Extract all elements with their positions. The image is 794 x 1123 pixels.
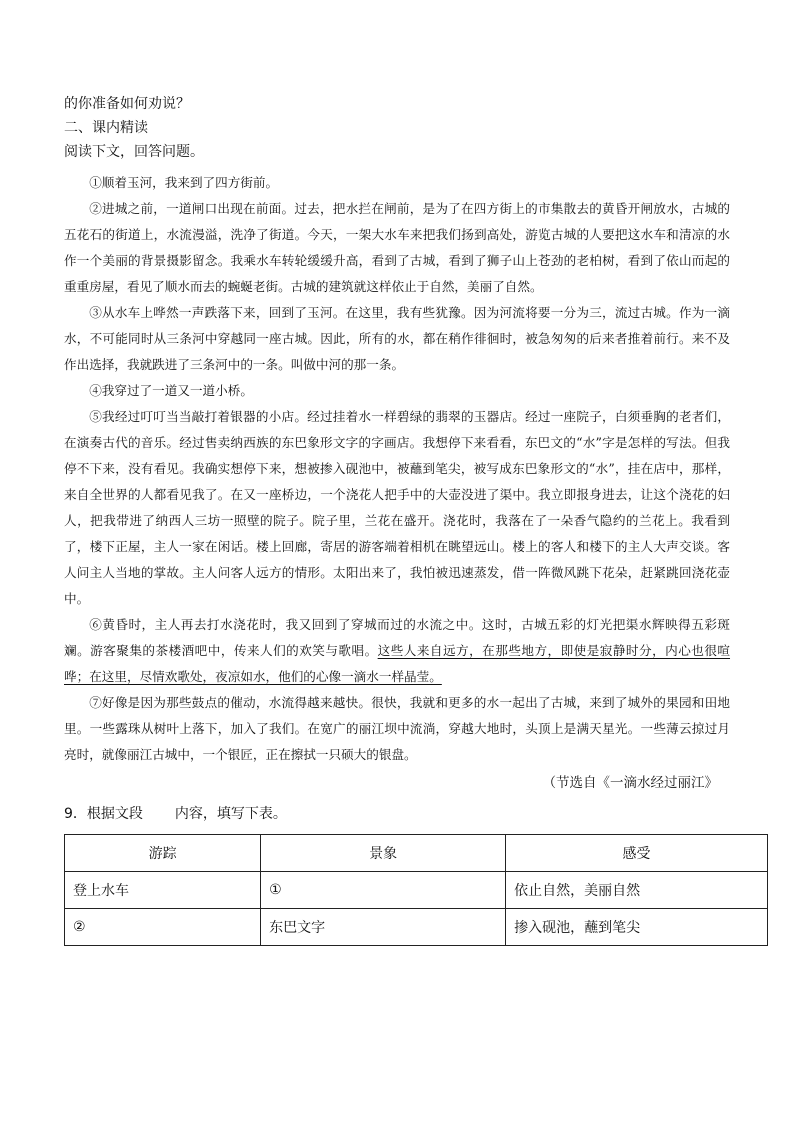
table-row [65, 872, 768, 909]
question-9-stem-start: 9．根据文段 [64, 806, 143, 822]
question-9-stem-end: 内容，填写下表。 [174, 806, 287, 822]
answer-blank-1[interactable]: ① [261, 872, 506, 909]
answer-blank-2[interactable]: ② [65, 909, 261, 946]
header-feeling: 感受 [506, 835, 768, 872]
underlined-sentence: 这些人来自远方，在那些地方，即使是寂静时分，内心也很喧哗；在这里，尽情欢歌处，夜凉如水，他们的心像一滴水一样晶莹。 [64, 643, 731, 684]
reading-instruction: 阅读下文，回答问题。 [64, 144, 204, 160]
passage-paragraph-6 [64, 612, 730, 690]
table-cell: 掺入砚池，蘸到笔尖 [506, 909, 768, 946]
table-cell: 登上水车 [65, 872, 261, 909]
document-page [64, 92, 730, 946]
passage-paragraph-1: ①顺着玉河，我来到了四方街前。 [89, 175, 279, 190]
passage-paragraph-3: ③从水车上哗然一声跌落下来，回到了玉河。在这里，我有些犹豫。因为河流将要一分为三，流过古城。作为一滴水，不可能同时从三条河中穿越同一座古城。因此，所有的水，都在稍作徘徊时，被急匆匆的后来者推着前行。来不及作出选择，我就跌进了三条河中的一条。叫做中河的那一条。 [64, 305, 730, 372]
table-cell: 东巴文字 [261, 909, 506, 946]
prev-question-tail: 的你准备如何劝说？ [64, 96, 190, 112]
section-heading: 二、课内精读 [64, 120, 148, 136]
reading-passage [64, 170, 730, 768]
table-cell: 依止自然，美丽自然 [506, 872, 768, 909]
table-row [65, 909, 768, 946]
passage-paragraph-5: ⑤我经过叮叮当当敲打着银器的小店。经过挂着水一样碧绿的翡翠的玉器店。经过一座院子，白须垂胸的老者们，在演奏古代的音乐。经过售卖纳西族的东巴象形文字的字画店。我想停下来看看，东巴文的“水”字是怎样的写法。但我停不下来，没有看见。我确实想停下来，想被掺入砚池中，被蘸到笔尖，被写成东巴象形文的“水”，挂在店中，那样，来自全世界的人都看见我了。在又一座桥边，一个浇花人把手中的大壶没进了渠中。我立即报身进去，让这个浇花的妇人，把我带进了纳西人三坊一照壁的院子。院子里，兰花在盛开。浇花时，我落在了一朵香气隐约的兰花上。我看到了，楼下正屋，主人一家在闲话。楼上回廊，寄居的游客端着相机在眺望远山。楼上的客人和楼下的主人大声交谈。客人问主人当地的掌故。主人问客人远方的情形。太阳出来了，我怕被迅速蒸发，借一阵微风跳下花朵，赶紧跳回浇花壶中。 [64, 409, 730, 606]
passage-paragraph-7: ⑦好像是因为那些鼓点的催动，水流得越来越快。很快，我就和更多的水一起出了古城，来到了城外的果园和田地里。一些露珠从树叶上落下，加入了我们。在宽广的丽江坝中流淌，穿越大地时，头顶上是满天星光。一些薄云掠过月亮时，就像丽江古城中，一个银匠，正在擦拭一只硕大的银盘。 [64, 695, 730, 762]
answer-table [64, 834, 768, 946]
passage-source: （节选自《一滴水经过丽江》 [542, 775, 718, 791]
question-9 [64, 802, 730, 826]
table-header-row [65, 835, 768, 872]
passage-paragraph-2: ②进城之前，一道闸口出现在前面。过去，把水拦在闸前，是为了在四方街上的市集散去的黄昏开闸放水，古城的五花石的街道上，水流漫溢，洗净了街道。今天，一架大水车来把我们扬到高处，游览古城的人要把这水车和清凉的水作一个美丽的背景摄影留念。我乘水车转轮缓缓升高，看到了古城，看到了狮子山上苍劲的老柏树，看到了依山而起的重重房屋，看见了顺水而去的蜿蜒老街。古城的建筑就这样依止于自然，美丽了自然。 [64, 201, 730, 294]
paragraph-6-text: ⑥黄昏时，主人再去打水浇花时，我又回到了穿城而过的水流之中。这时，古城五彩的灯光把渠水辉映得五彩斑斓。游客聚集的茶楼酒吧中，传来人们的欢笑与歌唱。 [64, 617, 730, 658]
header-scene: 景象 [261, 835, 506, 872]
passage-paragraph-4: ④我穿过了一道又一道小桥。 [89, 383, 253, 398]
header-route: 游踪 [65, 835, 261, 872]
